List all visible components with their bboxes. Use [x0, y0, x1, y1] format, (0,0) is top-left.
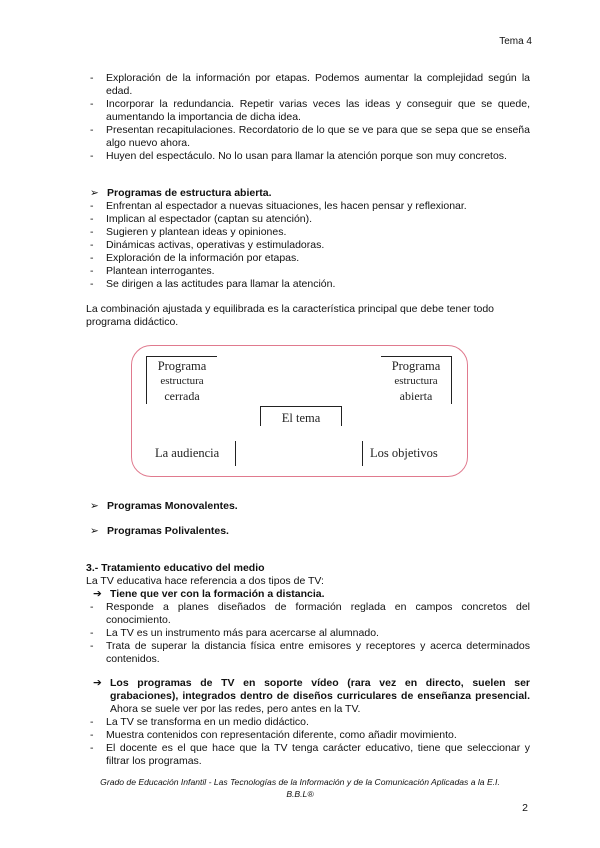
list-item: - Enfrentan al espectador a nuevas situaciones, les hacen pensar y reflexionar.	[90, 200, 467, 212]
list-item: - Trata de superar la distancia física entre emisores y receptores y acerca determinados contenidos.	[90, 640, 530, 665]
right-arrow-icon: ➔	[93, 677, 102, 689]
list-item: - Incorporar la redundancia. Repetir varias veces las ideas y conseguir que se quede, aumentando la importancia de dicha idea.	[90, 98, 530, 123]
program-type-monovalent: ➢ Programas Monovalentes.	[90, 500, 238, 512]
list-item: - Se dirigen a las actitudes para llamar la atención.	[90, 278, 336, 290]
closed-structure-line1: Programa	[157, 359, 207, 373]
closed-structure-box	[146, 356, 217, 404]
list-item: - Implican al espectador (captan su atención).	[90, 213, 313, 225]
open-structure-line1: Programa	[391, 359, 441, 373]
footer-line-1: Grado de Educación Infantil - Las Tecnologías de la Información y de la Comunicación Aplicadas a la E.I.	[100, 777, 500, 787]
list-item: - Plantean interrogantes.	[90, 265, 215, 277]
list-item: - Exploración de la información por etapas.	[90, 252, 300, 264]
closed-structure-line2: estructura	[160, 375, 204, 387]
objectives-divider	[362, 441, 363, 466]
open-structure-line3: abierta	[399, 389, 433, 403]
chapter-label: Tema 4	[499, 36, 532, 47]
list-item: - Exploración de la información por etapas. Podemos aumentar la complejidad según la edad.	[90, 72, 530, 97]
audience-label: La audiencia	[155, 446, 220, 460]
list-item: - Responde a planes diseñados de formación reglada en campos concretos del conocimiento.	[90, 601, 530, 626]
section-intro: La TV educativa hace referencia a dos tipos de TV:	[86, 575, 324, 587]
list-item: - El docente es el que hace que la TV tenga carácter educativo, tiene que seleccionar y filtrar los programas.	[90, 742, 530, 767]
list-item: - Sugieren y plantean ideas y opiniones.	[90, 226, 287, 238]
footer-line-2: B.B.L®	[286, 789, 314, 799]
list-item: - Presentan recapitulaciones. Recordatorio de lo que se ve para que se sepa que se enseña algo nuevo ahora.	[90, 124, 530, 149]
page-number: 2	[522, 802, 528, 814]
list-item: - La TV se transforma en un medio didáctico.	[90, 716, 309, 728]
part1-heading: ➔ Tiene que ver con la formación a distancia.	[93, 588, 325, 600]
open-structure-line2: estructura	[394, 375, 438, 387]
section-title: 3.- Tratamiento educativo del medio	[86, 562, 265, 574]
list-item: - Dinámicas activas, operativas y estimuladoras.	[90, 239, 325, 251]
right-arrow-icon: ➔	[93, 588, 102, 600]
list-item: - Huyen del espectáculo. No lo usan para llamar la atención porque son muy concretos.	[90, 150, 507, 162]
program-type-polivalent: ➢ Programas Polivalentes.	[90, 525, 229, 537]
arrow-bullet-icon: ➢	[90, 187, 99, 199]
combination-paragraph: La combinación ajustada y equilibrada es la característica principal que debe tener todo programa didáctico.	[86, 303, 495, 328]
open-structure-box	[381, 356, 452, 404]
list-item: - Muestra contenidos con representación diferente, como añadir movimiento.	[90, 729, 457, 741]
arrow-bullet-icon: ➢	[90, 500, 99, 512]
audience-divider	[235, 441, 236, 466]
arrow-bullet-icon: ➢	[90, 525, 99, 537]
open-programs-heading: ➢ Programas de estructura abierta.	[90, 187, 272, 199]
objectives-label: Los objetivos	[370, 446, 438, 460]
theme-label: El tema	[281, 411, 321, 425]
theme-box	[260, 406, 342, 426]
part2-heading: ➔ Los programas de TV en soporte vídeo (rara vez en directo, suelen ser grabaciones), integrados dentro de diseños curriculares de enseñanza presencial. Ahora se suele ver por las redes, pero antes en la TV.	[93, 677, 530, 715]
list-item: - La TV es un instrumento más para acercarse al alumnado.	[90, 627, 379, 639]
closed-structure-line3: cerrada	[164, 389, 200, 403]
